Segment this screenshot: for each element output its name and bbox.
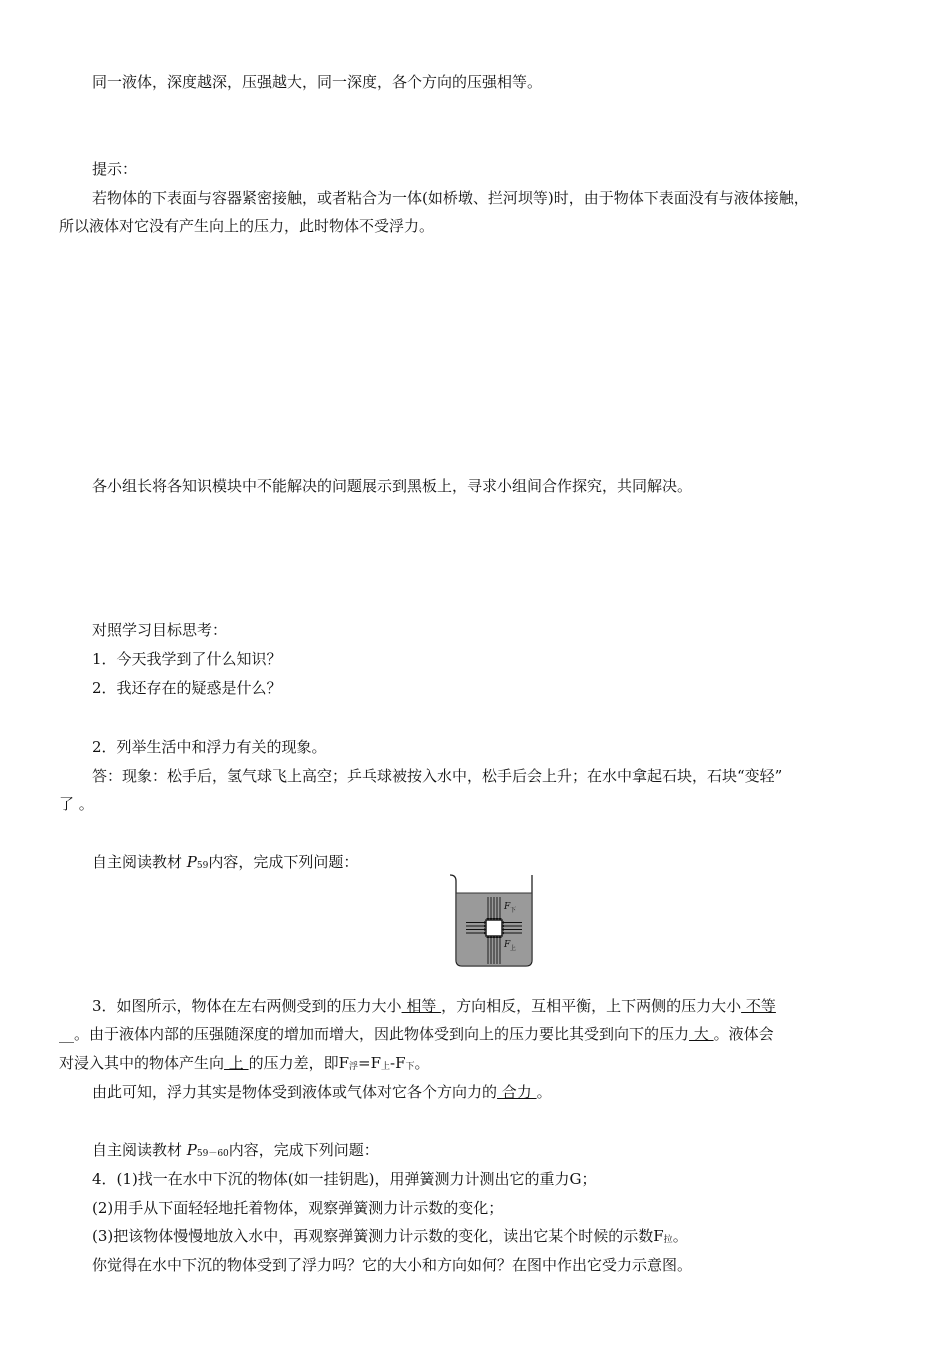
answer-blank-large: 大 bbox=[689, 1025, 714, 1043]
question-3-line-1: 3．如图所示，物体在左右两侧受到的压力大小 相等 ，方向相反，互相平衡，上下两侧的压力大小 不等 bbox=[92, 997, 776, 1015]
hint-line-2: 所以液体对它没有产生向上的压力，此时物体不受浮力。 bbox=[59, 217, 435, 235]
read-instruction-2: 自主阅读教材 P59－60内容，完成下列问题： bbox=[92, 1141, 379, 1159]
answer-blank-equal: 相等 bbox=[401, 997, 442, 1015]
force-up-subscript: 上 bbox=[510, 945, 517, 952]
question-2-title: 2．列举生活中和浮力有关的现象。 bbox=[92, 738, 327, 756]
force-up-label: F bbox=[504, 940, 511, 950]
hint-line-1: 若物体的下表面与容器紧密接触，或者粘合为一体(如桥墩、拦河坝等)时，由于物体下表面没有与液体接触， bbox=[92, 189, 809, 207]
paragraph-group: 各小组长将各知识模块中不能解决的问题展示到黑板上，寻求小组间合作探究，共同解决。 bbox=[92, 477, 693, 495]
question-3-line-4: 由此可知，浮力其实是物体受到液体或气体对它各个方向力的 合力 。 bbox=[92, 1083, 552, 1101]
answer-blank-resultant: 合力 bbox=[497, 1083, 537, 1101]
answer-blank-up: 上 bbox=[224, 1054, 249, 1072]
reflect-title: 对照学习目标思考： bbox=[92, 621, 228, 639]
question-4-step-1: 4．(1)找一在水中下沉的物体(如一挂钥匙)，用弹簧测力计测出它的重力G； bbox=[92, 1170, 597, 1188]
answer-blank-unequal: 不等 bbox=[741, 997, 776, 1015]
question-4-step-2: (2)用手从下面轻轻地托着物体，观察弹簧测力计示数的变化； bbox=[92, 1199, 504, 1217]
beaker-figure bbox=[448, 872, 540, 972]
question-3-line-3: 对浸入其中的物体产生向 上 的压力差，即F浮=F上-F下。 bbox=[59, 1054, 430, 1072]
reflect-question-2: 2．我还存在的疑惑是什么？ bbox=[92, 679, 282, 697]
answer-line-2: 了 。 bbox=[59, 795, 94, 813]
read-instruction-1: 自主阅读教材 P59内容，完成下列问题： bbox=[92, 853, 359, 871]
reflect-question-1: 1．今天我学到了什么知识？ bbox=[92, 650, 282, 668]
hint-title: 提示： bbox=[92, 160, 138, 178]
force-down-subscript: 下 bbox=[510, 907, 517, 914]
answer-line-1: 答：现象：松手后，氢气球飞上高空；乒乓球被按入水中，松手后会上升；在水中拿起石块，石块“变轻” bbox=[92, 767, 783, 785]
paragraph-pressure: 同一液体，深度越深，压强越大，同一深度，各个方向的压强相等。 bbox=[92, 73, 543, 91]
question-4-step-3: (3)把该物体慢慢地放入水中，再观察弹簧测力计示数的变化，读出它某个时候的示数F拉。 bbox=[92, 1227, 688, 1245]
force-down-label: F bbox=[504, 902, 511, 912]
question-3-line-2: __。由于液体内部的压强随深度的增加而增大，因此物体受到向上的压力要比其受到向下的压力 大 。液体会 bbox=[59, 1025, 774, 1043]
question-4-prompt: 你觉得在水中下沉的物体受到了浮力吗？它的大小和方向如何？在图中作出它受力示意图。 bbox=[92, 1256, 693, 1274]
